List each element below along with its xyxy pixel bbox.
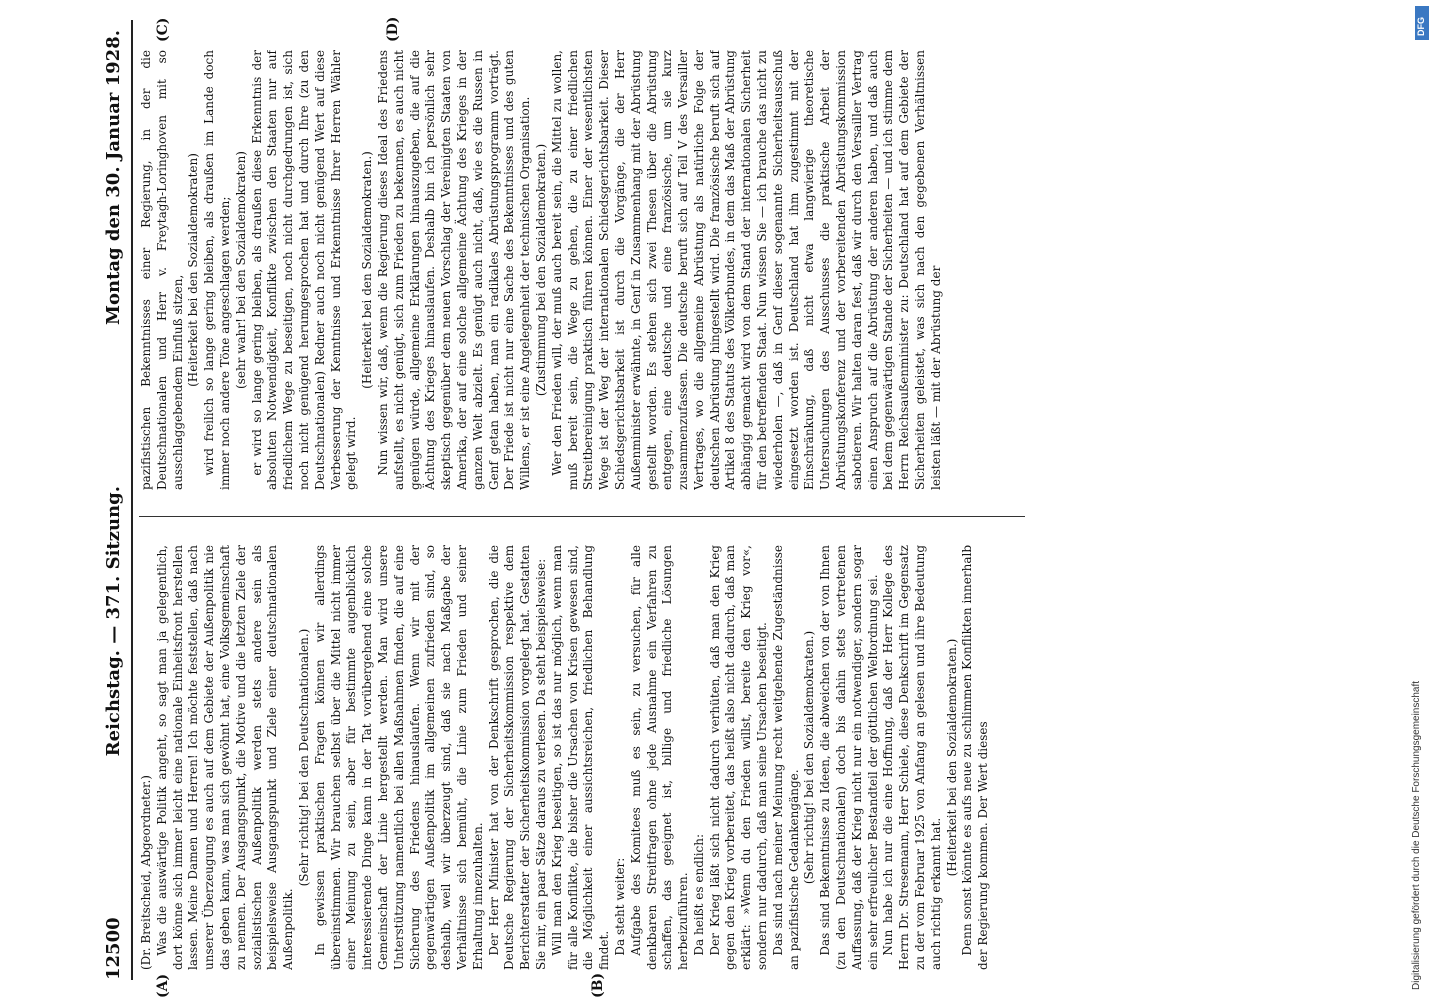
paragraph: (Heiterkeit bei den Sozialdemokraten) xyxy=(186,153,201,387)
left-text-column xyxy=(139,545,1025,970)
paragraph: (Heiterkeit bei den Sozialdemokraten.) xyxy=(360,151,375,389)
session-title: Reichstag. — 371. Sitzung. xyxy=(102,486,124,757)
header-rule xyxy=(131,20,133,980)
paragraph: (Dr. Breitscheid, Abgeordneter.) xyxy=(139,775,153,970)
margin-mark-c: (C) xyxy=(155,17,171,42)
paragraph: (Sehr richtig! bei den Sozialdemokraten.) xyxy=(802,630,817,885)
rotated-page-wrapper xyxy=(85,0,1035,1000)
paragraph: Das sind Bekenntnisse zu Ideen, die abweichen von der von Ihnen (zu den Deutschnationalen) doch bis dahin stets vertretenen Auffassung, daß der Krieg nicht nur ein notwendiger, sondern sogar ein sehr erfreulicher Bestandteil der göttlichen Weltordnung sei. xyxy=(818,545,880,970)
column-divider xyxy=(139,516,1025,517)
page-header xyxy=(93,30,133,980)
margin-mark-a: (A) xyxy=(155,973,171,998)
paragraph: (Zustimmung bei den Sozialdemokraten.) xyxy=(533,143,548,397)
session-date: Montag den 30. Januar 1928. xyxy=(102,30,124,325)
paragraph: (sehr wahr! bei den Sozialdemokraten) xyxy=(233,151,248,389)
paragraph: er wird so lange gering bleiben, als draußen diese Erkenntnis der absoluten Notwendigkeit, Konflikte zwischen den Staaten nur auf friedlichem Wege zu beseitigen, noch nicht durchgedrungen ist, sich noch nicht genügend herumgesprochen hat und durch Ihre (zu den Deutschnationalen) Redner auch noch nicht genügend Wert auf diese Verbesserung der Kenntnisse und Erkenntnisse Ihrer Herren Wähler gelegt wird. xyxy=(249,50,359,490)
paragraph: Da heißt es endlich: xyxy=(691,833,706,956)
paragraph: Der Krieg läßt sich nicht dadurch verhüten, daß man den Krieg gegen den Krieg vorbereitet, das heißt also nicht dadurch, daß man erklärt: »Wenn du den Frieden willst, bereite den Krieg vor«, sondern nur dadurch, daß man seine Ursachen beseitigt. xyxy=(707,545,770,970)
margin-mark-d: (D) xyxy=(385,16,401,42)
paragraph: Was die auswärtige Politik angeht, so sagt man ja gelegentlich, dort könne sich immer leicht eine nationale Einheitsfront herstellen lassen. Meine Damen und Herren! Ich möchte feststellen, daß nach unserer Überzeugung es auch auf dem Gebiete der Außenpolitik nie das geben kann, was man sich gewöhnt hat, eine Volksgemeinschaft zu nennen. Der Ausgangspunkt, die Motive und die letzten Ziele der sozialistischen Außenpolitik werden stets andere sein als beispielsweise Ausgangspunkt und Ziele einer deutschnationalen Außenpolitik. xyxy=(154,545,296,970)
document-page xyxy=(85,0,1035,1000)
paragraph: (Sehr richtig! bei den Deutschnationalen.) xyxy=(296,628,311,887)
paragraph: Nun habe ich nur die eine Hoffnung, daß der Herr Kollege des Herrn Dr. Stresemann, Herr Schiele, diese Denkschrift im Gegensatz zu der vom Februar 1925 von Anfang an gelesen und ihre Bedeutung auch richtig erkannt hat. xyxy=(881,545,943,970)
paragraph: Der Herr Minister hat von der Denkschrift gesprochen, die die Deutsche Regierung der Sicherheitskommission respektive dem Berichterstatter der Sicherheitskommission vorgelegt hat. Gestatten Sie mir, ein paar Sätze daraus zu verlesen. Da steht beispielsweise: xyxy=(486,545,548,970)
credit-text: Digitalisierung gefördert durch die Deutsche Forschungsgemeinschaft xyxy=(1411,680,1422,990)
paragraph: Aufgabe des Komitees muß es sein, zu versuchen, für alle denkbaren Streitfragen ohne jede Ausnahme ein Verfahren zu schaffen, das geeignet ist, billige und friedliche Lösungen herbeizuführen. xyxy=(628,545,691,970)
margin-mark-b: (B) xyxy=(590,972,606,998)
paragraph: wird freilich so lange gering bleiben, als draußen im Lande doch immer noch andere Töne angeschlagen werden; xyxy=(202,50,232,490)
paragraph: Will man den Krieg beseitigen, so ist das nur möglich, wenn man für alle Konflikte, die bisher die Ursachen von Krisen gewesen sind, die Möglichkeit einer aussichtsreichen, friedlichen Behandlung findet. xyxy=(549,545,612,970)
right-text-column xyxy=(139,50,1025,490)
page-number: 12500 xyxy=(102,917,124,980)
paragraph: Denn sonst könnte es aufs neue zu schlimmen Konflikten innerhalb der Regierung kommen. Der Wert dieses xyxy=(960,545,991,970)
paragraph: Das sind nach meiner Meinung recht weitgehende Zugeständnisse an pazifistische Gedankengänge. xyxy=(770,545,801,970)
paragraph: pazifistischen Bekenntnisses einer Regierung, in der die Deutschnationalen und Herr v. Freytagh-Loringhoven mit so ausschlaggebendem Einfluß sitzen, xyxy=(139,50,185,490)
dfg-logo xyxy=(1415,6,1429,40)
digitization-credit xyxy=(1408,0,1434,1000)
dfg-logo-text: DFG xyxy=(1416,17,1426,36)
paragraph: Nun wissen wir, daß, wenn die Regierung dieses Ideal des Friedens aufstellt, es nicht genügt, sich zum Frieden zu bekennen, es auch nicht genügen würde, allgemeine Erklärungen hinauszugeben, die auf die Ächtung des Krieges hinauslaufen. Deshalb bin ich persönlich sehr skeptisch gegenüber dem neuen Vorschlag der Vereinigten Staaten von Amerika, der auf eine solche allgemeine Ächtung des Krieges in der ganzen Welt abzielt. Es genügt auch nicht, daß, wie es die Russen in Genf getan haben, man ein radikales Abrüstungsprogramm vorträgt. Der Friede ist nicht nur eine Sache des Bekenntnisses und des guten Willens, er ist eine Angelegenheit der technischen Organisation. xyxy=(375,50,533,490)
paragraph: Da steht weiter: xyxy=(612,857,627,956)
paragraph: (Heiterkeit bei den Sozialdemokraten.) xyxy=(944,638,959,877)
paragraph: Wer den Frieden will, der muß auch bereit sein, die Mittel zu wollen, muß bereit sein, die Wege zu gehen, die zu einer friedlichen Streitbereinigung praktisch führen können. Einer der wesentlichsten Wege ist der Weg der internationalen Schiedsgerichtsbarkeit. Dieser Schiedsgerichtsbarkeit ist durch die Vorgänge, die der Herr Außenminister erwähnte, in Genf in Zusammenhang mit der Abrüstung gestellt worden. Es stehen sich zwei Thesen über die Abrüstung entgegen, eine deutsche und eine französische, um sie kurz zusammenzufassen. Die deutsche beruft sich auf Teil V des Versailler Vertrages, wo die allgemeine Abrüstung als natürliche Folge der deutschen Abrüstung hingestellt wird. Die französische beruft sich auf Artikel 8 des Statuts des Völkerbundes, in dem das Maß der Abrüstung abhängig gemacht wird von dem Stand der internationalen Sicherheit für den betreffenden Staat. Nun wissen Sie — ich brauche das nicht zu wiederholen —, daß in Genf dieser sogenannte Sicherheitsausschuß eingesetzt worden ist. Deutschland hat ihm zugestimmt mit der Einschränkung, daß nicht etwa langwierige theoretische Untersuchungen des Ausschusses die praktische Arbeit der Abrüstungskonferenz und der vorbereitenden Abrüstungskommission sabotieren. Wir halten daran fest, daß wir durch den Versailler Vertrag einen Anspruch auf die Abrüstung der anderen haben, und daß auch bei dem gegenwärtigen Stande der Sicherheiten — und ich stimme dem Herrn Reichsaußenminister zu: Deutschland hat auf dem Gebiete der Sicherheiten geleistet, was sich nach den gegebenen Verhältnissen leisten läßt — mit der Abrüstung der xyxy=(549,50,943,490)
paragraph: In gewissen praktischen Fragen können wir allerdings übereinstimmen. Wir brauchen selbst über die Mittel nicht immer einer Meinung zu sein, aber für bestimmte augenblicklich interessierende Dinge kann in der Tat vorübergehend eine solche Gemeinschaft der Linie hergestellt werden. Man wird unsere Unterstützung namentlich bei allen Maßnahmen finden, die auf eine Sicherung des Friedens hinauslaufen. Wenn wir mit der gegenwärtigen Außenpolitik im allgemeinen zufrieden sind, so deshalb, weil wir überzeugt sind, daß sie nach Maßgabe der Verhältnisse sich bemüht, die Linie zum Frieden und seiner Erhaltung innezuhalten. xyxy=(312,545,485,970)
